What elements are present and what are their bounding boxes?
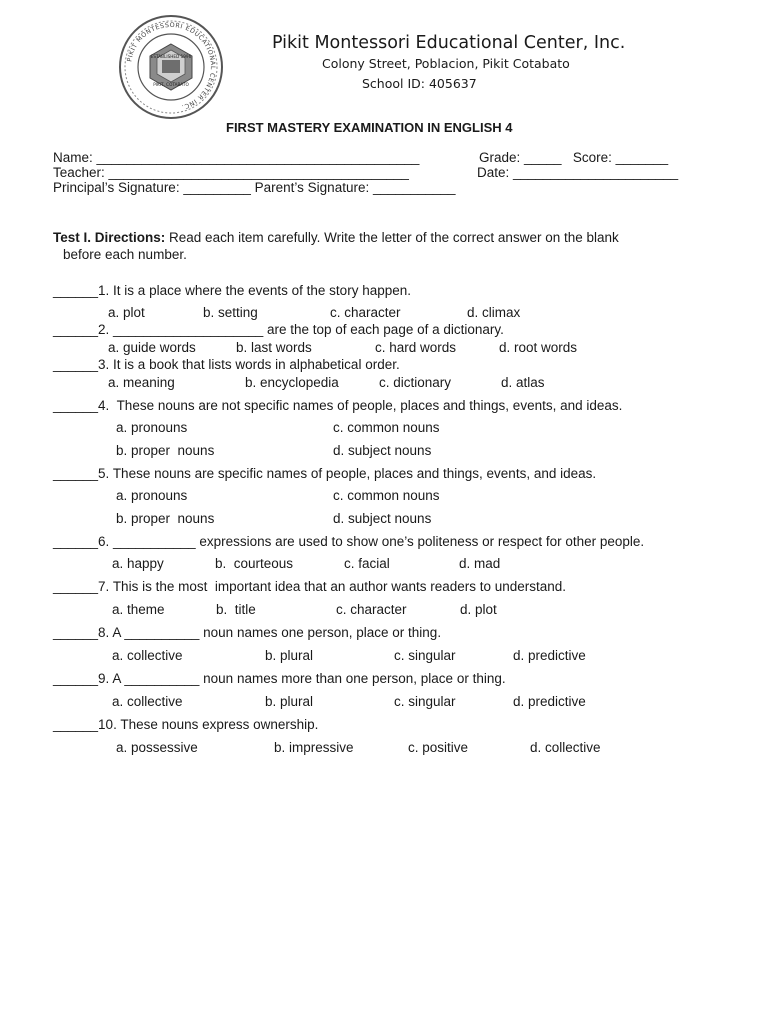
q9-choice-b: b. plural (265, 694, 314, 709)
directions (53, 230, 619, 245)
directions-text: Read each item carefully. Write the letter of the correct answer on the blank (165, 230, 619, 245)
school-address: Colony Street, Poblacion, Pikit Cotabato (322, 56, 570, 71)
question-6: ______6. ___________ expressions are used to show one’s politeness or respect for other people. (53, 534, 645, 549)
exam-title: FIRST MASTERY EXAMINATION IN ENGLISH 4 (226, 120, 513, 135)
school-id: School ID: 405637 (362, 76, 477, 91)
q5-choice-c: c. common nouns (333, 488, 440, 503)
question-10: ______10. These nouns express ownership. (53, 717, 319, 732)
q1-choice-d: d. climax (467, 305, 521, 320)
seal-ring-text: PIKIT MONTESSORI EDUCATIONAL CENTER INC. (126, 21, 217, 111)
q7-choice-c: c. character (336, 602, 407, 617)
q5-choice-a: a. pronouns (116, 488, 188, 503)
q10-choice-c: c. positive (408, 740, 469, 755)
question-1: ______1. It is a place where the events of the story happen. (53, 283, 411, 298)
q10-choice-a: a. possessive (116, 740, 198, 755)
seal-location-text: PIKIT, COTABATO (153, 82, 189, 87)
question-3: ______3. It is a book that lists words in alphabetical order. (53, 357, 400, 372)
q9-choice-c: c. singular (394, 694, 456, 709)
directions-label: Test I. Directions: (53, 230, 166, 245)
q2-choice-c: c. hard words (375, 340, 457, 355)
q1-choice-c: c. character (330, 305, 401, 320)
q8-choice-c: c. singular (394, 648, 456, 663)
q1-choice-b: b. setting (203, 305, 258, 320)
grade-score-line: Grade: _____ Score: _______ (479, 150, 669, 165)
q5-choice-b: b. proper nouns (116, 511, 215, 526)
q4-choice-a: a. pronouns (116, 420, 188, 435)
teacher-line: Teacher: ________________________________________ (53, 165, 409, 180)
q8-choice-a: a. collective (112, 648, 183, 663)
signatures-line: Principal’s Signature: _________ Parent’s Signature: ___________ (53, 180, 456, 195)
q10-choice-d: d. collective (530, 740, 601, 755)
q7-choice-a: a. theme (112, 602, 165, 617)
q4-choice-c: c. common nouns (333, 420, 440, 435)
q3-choice-a: a. meaning (108, 375, 175, 390)
q9-choice-a: a. collective (112, 694, 183, 709)
q3-choice-b: b. encyclopedia (245, 375, 339, 390)
q6-choice-c: c. facial (344, 556, 390, 571)
seal-established-text: ESTABLISHED 1996 (150, 54, 192, 59)
question-2: ______2. ____________________ are the top of each page of a dictionary. (53, 322, 504, 337)
question-7: ______7. This is the most important idea that an author wants readers to understand. (53, 579, 567, 594)
q1-choice-a: a. plot (108, 305, 145, 320)
q10-choice-b: b. impressive (274, 740, 354, 755)
q6-choice-d: d. mad (459, 556, 501, 571)
school-name: Pikit Montessori Educational Center, Inc. (272, 33, 626, 53)
directions-text-continued: before each number. (63, 247, 187, 262)
question-8: ______8. A __________ noun names one person, place or thing. (53, 625, 442, 640)
q5-choice-d: d. subject nouns (333, 511, 432, 526)
question-4: ______4. These nouns are not specific names of people, places and things, events, and ideas. (53, 398, 623, 413)
school-seal-logo (118, 14, 224, 120)
q2-choice-d: d. root words (499, 340, 578, 355)
q6-choice-a: a. happy (112, 556, 164, 571)
q8-choice-b: b. plural (265, 648, 314, 663)
q9-choice-d: d. predictive (513, 694, 586, 709)
date-line: Date: ______________________ (477, 165, 679, 180)
q2-choice-a: a. guide words (108, 340, 196, 355)
q4-choice-d: d. subject nouns (333, 443, 432, 458)
q7-choice-d: d. plot (460, 602, 497, 617)
name-line: Name: ___________________________________________ (53, 150, 420, 165)
q2-choice-b: b. last words (236, 340, 312, 355)
question-9: ______9. A __________ noun names more than one person, place or thing. (53, 671, 506, 686)
q8-choice-d: d. predictive (513, 648, 586, 663)
q3-choice-d: d. atlas (501, 375, 545, 390)
q3-choice-c: c. dictionary (379, 375, 452, 390)
q4-choice-b: b. proper nouns (116, 443, 215, 458)
q6-choice-b: b. courteous (215, 556, 294, 571)
question-5: ______5. These nouns are specific names of people, places and things, events, and ideas. (53, 466, 597, 481)
q7-choice-b: b. title (216, 602, 256, 617)
